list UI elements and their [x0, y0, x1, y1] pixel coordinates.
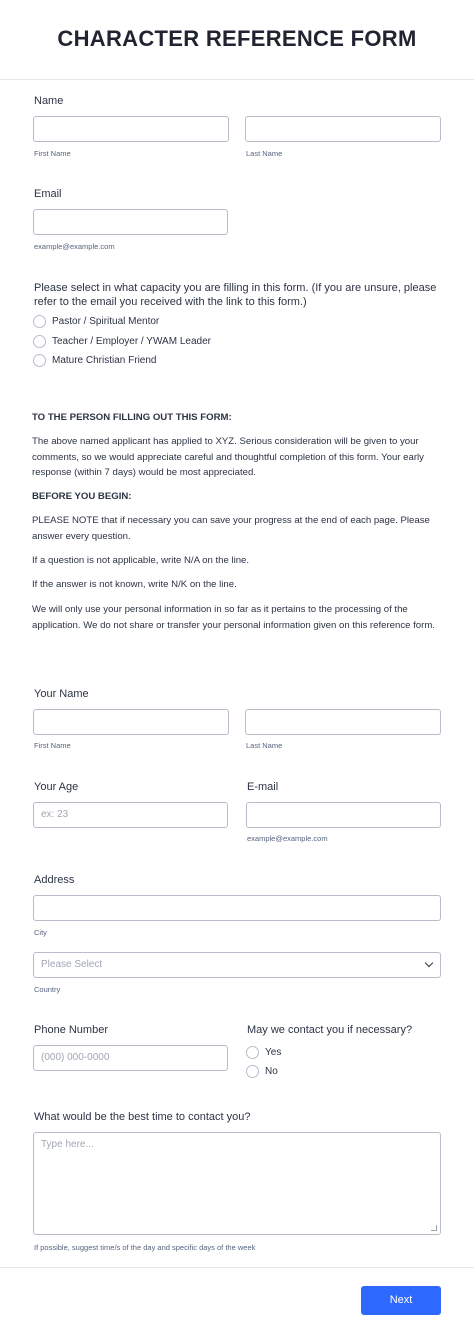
best-time-label: What would be the best time to contact you?	[34, 1111, 251, 1123]
country-select[interactable]	[33, 952, 441, 978]
radio-circle[interactable]	[33, 315, 46, 328]
capacity-option-label: Pastor / Spiritual Mentor	[52, 316, 160, 327]
capacity-option-teacher[interactable]	[33, 335, 211, 348]
chevron-down-icon	[425, 959, 433, 967]
radio-circle[interactable]	[246, 1065, 259, 1078]
your-last-name-sublabel: Last Name	[246, 741, 283, 750]
best-time-textarea[interactable]	[33, 1132, 441, 1235]
phone-input[interactable]: (000) 000-0000	[33, 1045, 228, 1071]
contact-option-no[interactable]	[246, 1065, 278, 1078]
form-header	[0, 0, 474, 80]
last-name-sublabel: Last Name	[246, 149, 283, 158]
email2-input[interactable]	[246, 802, 441, 828]
city-sublabel: City	[34, 928, 47, 937]
first-name-sublabel: First Name	[34, 149, 71, 158]
your-last-name-input[interactable]	[245, 709, 441, 735]
contact-label: May we contact you if necessary?	[247, 1024, 413, 1036]
your-age-input[interactable]: ex: 23	[33, 802, 228, 828]
radio-circle[interactable]	[246, 1046, 259, 1059]
info-paragraph-1: The above named applicant has applied to XYZ. Serious consideration will be given to your comments, so we would appreciate careful and thoughtful completion of this form. Your early response (within 7 days) would be most appreciated.	[32, 436, 424, 478]
info-paragraph-2: PLEASE NOTE that if necessary you can save your progress at the end of each page. Please answer every question.	[32, 515, 430, 542]
best-time-placeholder: Type here...	[41, 1139, 94, 1150]
name-label: Name	[34, 95, 64, 107]
phone-label: Phone Number	[34, 1024, 108, 1036]
info-paragraph-5: We will only use your personal information in so far as it pertains to the processing of the application. We do not share or transfer your personal information given on this reference form.	[32, 604, 435, 631]
contact-option-label: Yes	[265, 1047, 282, 1058]
your-first-name-sublabel: First Name	[34, 741, 71, 750]
address-label: Address	[34, 874, 75, 886]
contact-option-label: No	[265, 1066, 278, 1077]
your-age-label: Your Age	[34, 781, 79, 793]
email-label: Email	[34, 188, 62, 200]
capacity-option-label: Mature Christian Friend	[52, 355, 157, 366]
resize-handle-icon[interactable]	[431, 1225, 437, 1231]
capacity-option-friend[interactable]	[33, 354, 156, 367]
email-sublabel: example@example.com	[34, 242, 115, 251]
capacity-option-pastor[interactable]	[33, 315, 159, 328]
info-heading-1: TO THE PERSON FILLING OUT THIS FORM:	[32, 412, 232, 423]
city-input[interactable]	[33, 895, 441, 921]
info-paragraph-3: If a question is not applicable, write N/A on the line.	[32, 555, 250, 566]
capacity-option-label: Teacher / Employer / YWAM Leader	[52, 336, 211, 347]
email2-sublabel: example@example.com	[247, 834, 328, 843]
radio-circle[interactable]	[33, 354, 46, 367]
country-sublabel: Country	[34, 985, 61, 994]
your-name-label: Your Name	[34, 688, 89, 700]
info-paragraph-4: If the answer is not known, write N/K on the line.	[32, 579, 237, 590]
email-input[interactable]	[33, 209, 228, 235]
next-button[interactable]: Next	[361, 1286, 441, 1315]
your-first-name-input[interactable]	[33, 709, 229, 735]
form-title: CHARACTER REFERENCE FORM	[57, 26, 417, 51]
country-select-value: Please Select	[41, 959, 103, 970]
info-heading-2: BEFORE YOU BEGIN:	[32, 491, 132, 502]
first-name-input[interactable]	[33, 116, 229, 142]
radio-circle[interactable]	[33, 335, 46, 348]
capacity-question: Please select in what capacity you are filling in this form. (If you are unsure, please refer to the email you received with the link to this form.)	[34, 282, 437, 308]
contact-option-yes[interactable]	[246, 1046, 281, 1059]
last-name-input[interactable]	[245, 116, 441, 142]
email2-label: E-mail	[247, 781, 279, 793]
best-time-sublabel: If possible, suggest time/s of the day and specific days of the week	[34, 1243, 256, 1252]
